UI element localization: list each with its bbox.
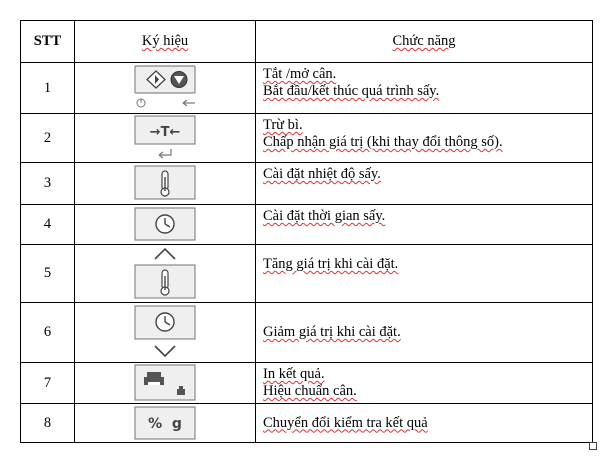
header-stt: STT <box>21 21 75 63</box>
key-function-table <box>20 20 593 443</box>
function-line: Trừ bì. <box>263 117 303 133</box>
up-thermometer-icon <box>75 245 256 303</box>
symbol-cell <box>75 63 256 114</box>
function-cell <box>256 114 593 163</box>
row-number: 1 <box>21 63 75 114</box>
table-row <box>21 163 593 205</box>
function-cell <box>256 205 593 245</box>
percent-gram-label: % g <box>148 416 182 432</box>
function-cell <box>256 63 593 114</box>
row-number: 7 <box>21 363 75 404</box>
function-cell <box>256 363 593 404</box>
symbol-cell <box>75 404 256 443</box>
table-row <box>21 114 593 163</box>
table-row <box>21 245 593 303</box>
row-number: 4 <box>21 205 75 245</box>
symbol-cell <box>75 303 256 363</box>
header-function: Chức năng <box>256 21 593 63</box>
function-cell <box>256 163 593 205</box>
symbol-cell <box>75 205 256 245</box>
table-header-row <box>21 21 593 63</box>
function-cell <box>256 404 593 443</box>
function-cell <box>256 245 593 303</box>
row-number: 2 <box>21 114 75 163</box>
symbol-cell <box>75 114 256 163</box>
tare-enter-icon <box>75 114 256 163</box>
function-line: Tăng giá trị khi cài đặt. <box>263 256 399 272</box>
table-row <box>21 205 593 245</box>
function-line: Bắt đầu/kết thúc quá trình sấy. <box>263 83 440 99</box>
clock-down-icon <box>75 303 256 363</box>
symbol-cell <box>75 163 256 205</box>
print-calibrate-icon <box>75 363 256 404</box>
on-off-start-stop-icon <box>75 63 256 114</box>
row-number: 8 <box>21 404 75 443</box>
function-line: Giảm giá trị khi cài đặt. <box>263 324 401 340</box>
function-line: Cài đặt nhiệt độ sấy. <box>263 166 381 182</box>
table-row <box>21 404 593 443</box>
table-row <box>21 363 593 404</box>
thermometer-icon <box>75 163 256 205</box>
table-row <box>21 303 593 363</box>
row-number: 5 <box>21 245 75 303</box>
function-line: Hiệu chuẩn cân. <box>263 383 357 399</box>
symbol-cell <box>75 363 256 404</box>
tare-key-label: →T← <box>149 125 181 140</box>
symbol-cell <box>75 245 256 303</box>
row-number: 6 <box>21 303 75 363</box>
function-line: Chuyển đổi kiểm tra kết quả <box>263 414 428 431</box>
function-cell <box>256 303 593 363</box>
percent-gram-icon <box>75 404 256 443</box>
function-line: In kết quả. <box>263 366 325 382</box>
function-line: Chấp nhận giá trị (khi thay đổi thông số). <box>263 134 503 150</box>
clock-icon <box>75 205 256 245</box>
header-symbol: Ký hiệu <box>75 21 256 63</box>
table-row <box>21 63 593 114</box>
function-line: Tắt /mở cân. <box>263 66 337 82</box>
row-number: 3 <box>21 163 75 205</box>
table-resize-handle[interactable] <box>589 442 597 450</box>
function-line: Cài đặt thời gian sấy. <box>263 208 386 224</box>
